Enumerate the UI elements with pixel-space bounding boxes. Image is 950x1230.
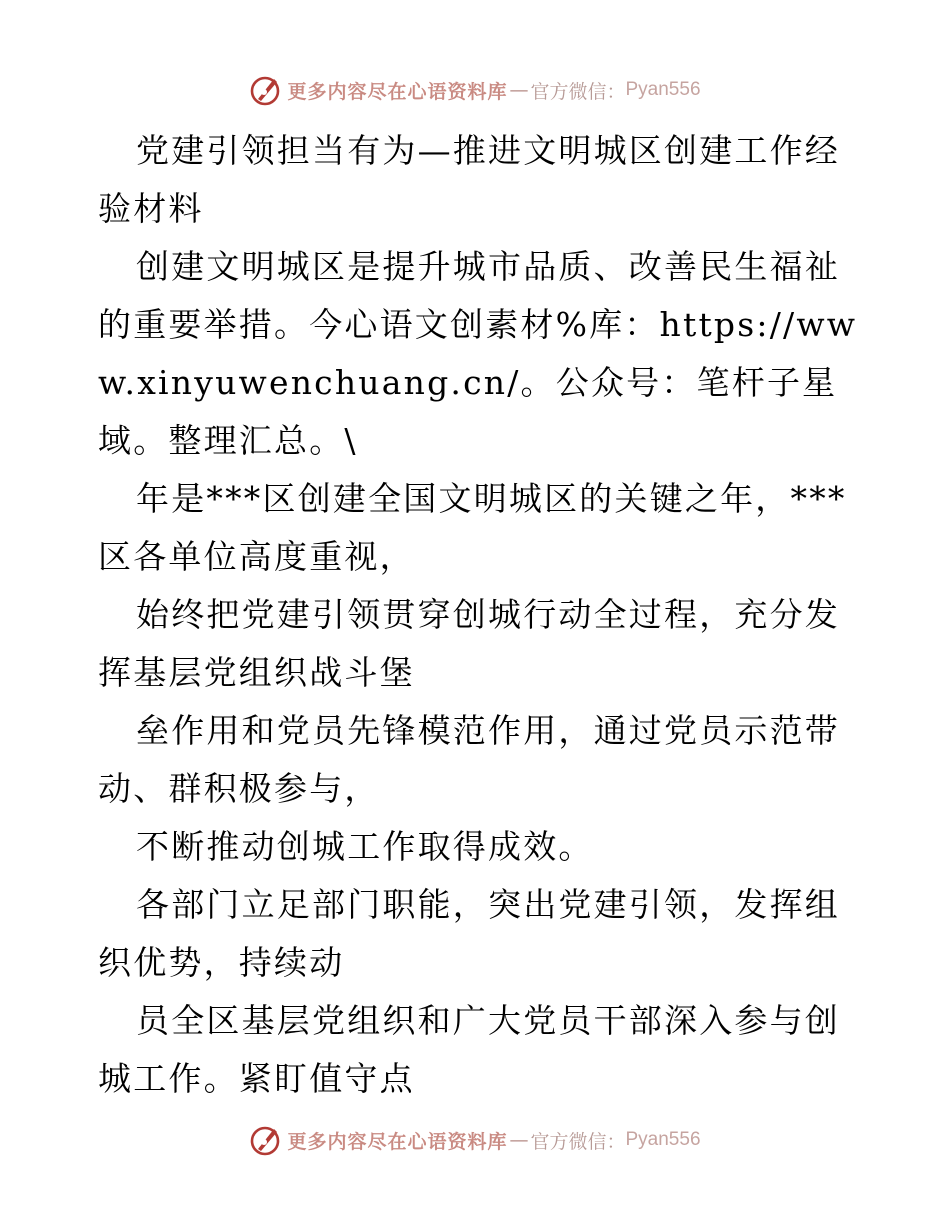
footer-contact-label: 官方微信：: [530, 1130, 626, 1153]
footer-separator: —: [509, 1129, 529, 1151]
header-banner: [0, 70, 950, 110]
footer-contact-id: Pyan556: [625, 1129, 701, 1150]
quill-logo-icon: [249, 73, 283, 107]
quill-logo-icon: [249, 1123, 283, 1157]
paragraph: 员全区基层党组织和广大党员干部深入参与创城工作。紧盯值守点: [98, 1001, 840, 1098]
paragraph: 不断推动创城工作取得成效。: [136, 827, 594, 866]
footer-banner: [0, 1120, 950, 1160]
document-body: [98, 122, 858, 1108]
paragraph: 始终把党建引领贯穿创城行动全过程，充分发挥基层党组织战斗堡: [98, 595, 840, 692]
paragraph-title: 党建引领担当有为—推进文明城区创建工作经验材料: [98, 131, 840, 228]
paragraph: 垒作用和党员先锋模范作用，通过党员示范带动、群积极参与，: [98, 711, 840, 808]
paragraph: 年是***区创建全国文明城区的关键之年，***区各单位高度重视，: [98, 479, 847, 576]
header-contact-id: Pyan556: [625, 79, 701, 100]
footer-brand-text: 更多内容尽在心语资料库: [287, 1130, 508, 1153]
header-separator: —: [509, 79, 529, 101]
header-contact-label: 官方微信：: [530, 80, 626, 103]
header-brand-text: 更多内容尽在心语资料库: [287, 80, 508, 103]
paragraph: 创建文明城区是提升城市品质、改善民生福祉的重要举措。今心语文创素材%库：https://www.xinyuwenchuang.cn/。公众号：笔杆子星域。整理汇总。\: [98, 247, 858, 460]
paragraph: 各部门立足部门职能，突出党建引领，发挥组织优势，持续动: [98, 885, 840, 982]
